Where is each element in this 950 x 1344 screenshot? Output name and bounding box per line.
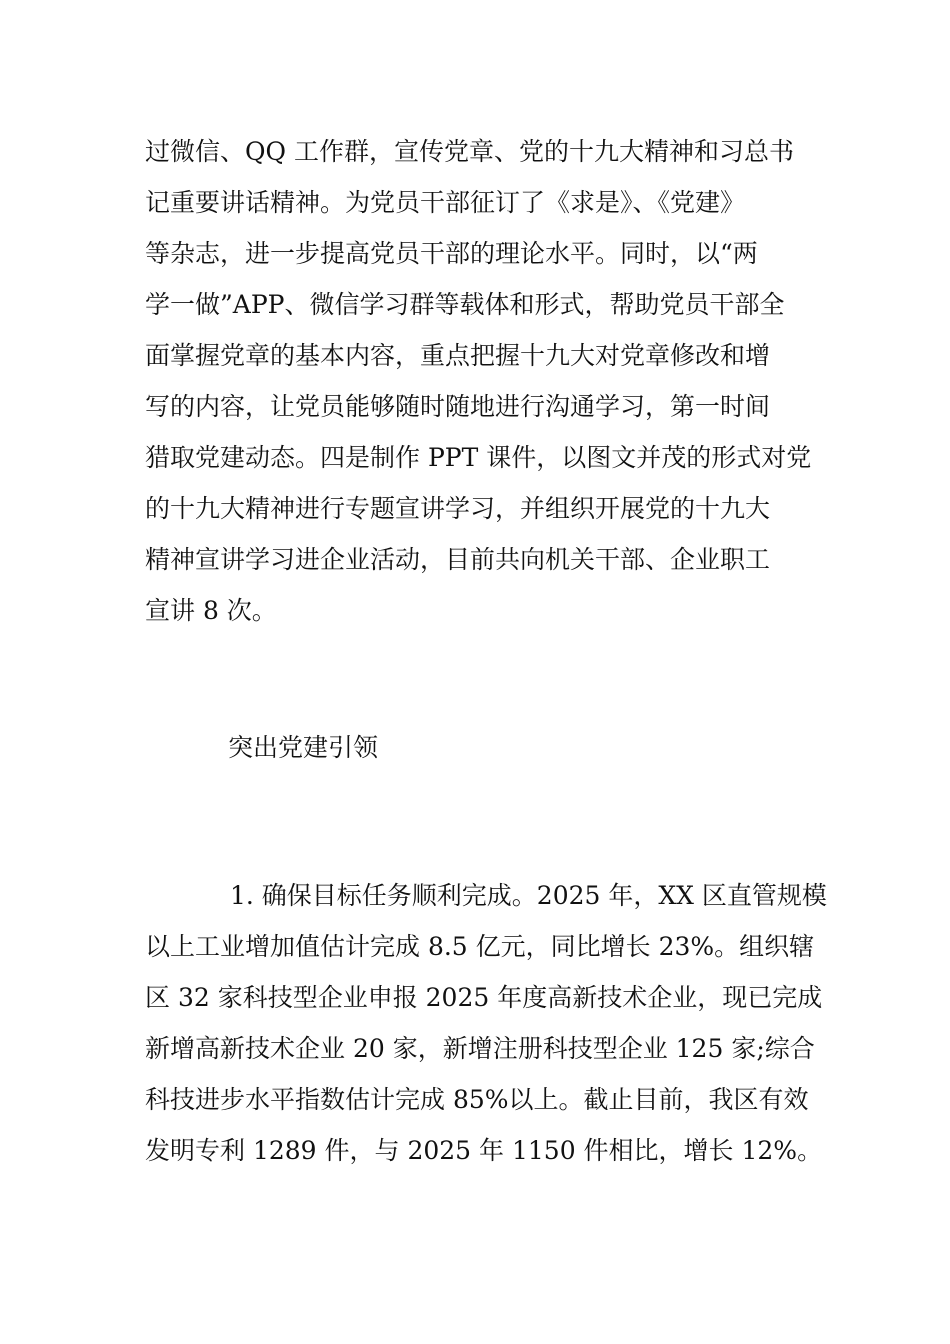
section-heading: 突出党建引领	[228, 733, 379, 762]
text-line: 发明专利 1289 件，与 2025 年 1150 件相比，增长 12%。	[145, 1136, 823, 1165]
text-line: 宣讲 8 次。	[145, 596, 277, 625]
text-line: 1. 确保目标任务顺利完成。2025 年，XX 区直管规模	[230, 881, 827, 910]
text-line: 猎取党建动态。四是制作 PPT 课件，以图文并茂的形式对党	[145, 443, 812, 472]
text-line: 精神宣讲学习进企业活动，目前共向机关干部、企业职工	[145, 545, 771, 574]
paragraph-target-tasks	[145, 870, 827, 1176]
paragraph-party-study	[145, 126, 810, 636]
text-line: 的十九大精神进行专题宣讲学习，并组织开展党的十九大	[145, 494, 771, 523]
text-line: 写的内容，让党员能够随时随地进行沟通学习，第一时间	[145, 392, 771, 421]
text-line: 记重要讲话精神。为党员干部征订了《求是》、《党建》	[145, 188, 746, 217]
text-line: 学一做”APP、微信学习群等载体和形式，帮助党员干部全	[145, 290, 785, 319]
text-line: 新增高新技术企业 20 家，新增注册科技型企业 125 家;综合	[145, 1034, 815, 1063]
text-line: 等杂志，进一步提高党员干部的理论水平。同时，以“两	[145, 239, 758, 268]
text-line: 科技进步水平指数估计完成 85%以上。截止目前，我区有效	[145, 1085, 809, 1114]
text-line: 区 32 家科技型企业申报 2025 年度高新技术企业，现已完成	[145, 983, 823, 1012]
text-line: 过微信、QQ 工作群，宣传党章、党的十九大精神和习总书	[145, 137, 794, 166]
text-line: 以上工业增加值估计完成 8.5 亿元，同比增长 23%。组织辖	[145, 932, 815, 961]
text-line: 面掌握党章的基本内容，重点把握十九大对党章修改和增	[145, 341, 771, 370]
